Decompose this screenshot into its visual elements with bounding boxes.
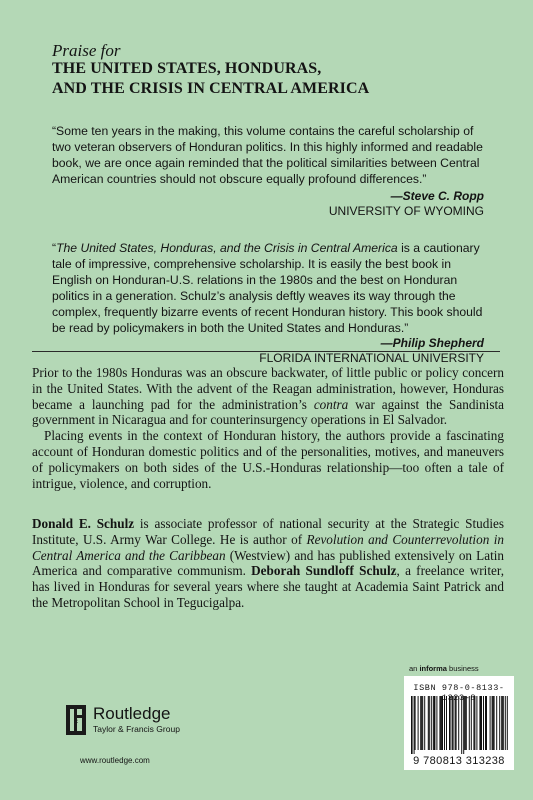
routledge-tower-logo-icon — [64, 703, 88, 737]
barcode-bar — [463, 696, 464, 754]
informa-word: informa — [419, 664, 447, 673]
barcode-bar — [428, 696, 429, 750]
barcode-bar — [420, 696, 421, 750]
isbn-label: ISBN 978-0-8133- 3-8 — [413, 683, 505, 703]
barcode-bar — [411, 696, 413, 754]
quote-author: —Steve C. Ropp — [390, 189, 484, 203]
barcode-bar — [452, 696, 453, 750]
quote-affiliation: FLORIDA INTERNATIONAL UNIVERSITY — [259, 351, 484, 365]
description-paragraph-2: Placing events in the context of Honduran history, the authors provide a fascinating account of Honduran domestic politics and of the personalities, motives, and maneuvers of policymakers on both sides of the U.S.-Honduras relationship—too often a tale of intrigue, violence, and corruption. — [32, 428, 504, 491]
quote-attribution — [52, 189, 484, 219]
barcode-bar — [476, 696, 477, 750]
barcode-bar — [461, 696, 462, 754]
barcode-bar — [494, 696, 495, 750]
barcode-bar — [453, 696, 454, 750]
publisher-name: Routledge — [93, 704, 171, 723]
barcode-bar — [434, 696, 436, 750]
barcode-bar — [481, 696, 482, 750]
author-bio — [32, 516, 504, 611]
praise-label: Praise for — [52, 41, 121, 60]
barcode-bar — [499, 696, 500, 750]
barcode-bar — [483, 696, 484, 750]
barcode-bar — [502, 696, 504, 750]
barcode-bar — [422, 696, 423, 750]
publisher-group: Taylor & Francis Group — [93, 724, 180, 734]
informa-suffix: business — [446, 664, 479, 673]
barcode-bar — [414, 696, 415, 754]
bio-book-title: Revolution and Counterrevolution in Central America and the Caribbean — [32, 531, 504, 563]
book-title — [52, 59, 369, 99]
book-title-line-1: THE UNITED STATES, HONDURAS, — [52, 60, 322, 77]
barcode-bar — [455, 696, 456, 750]
barcode-bar — [439, 696, 440, 750]
barcode-bar — [492, 696, 493, 750]
barcode-bar — [479, 696, 481, 750]
praise-quote-ropp — [52, 123, 484, 219]
author-name-1: Donald E. Schulz — [32, 516, 135, 531]
barcode-bar — [429, 696, 430, 750]
barcode-bar — [433, 696, 434, 750]
barcode-bar — [466, 696, 467, 750]
barcode-bar — [501, 696, 502, 750]
barcode-bar — [441, 696, 443, 750]
barcode-bar — [431, 696, 432, 750]
barcode-bar — [449, 696, 451, 750]
barcode-bar — [458, 696, 459, 750]
barcode-icon — [409, 696, 509, 754]
informa-prefix: an — [409, 664, 420, 673]
book-description — [32, 365, 504, 491]
barcode-digits: 9 780813 313238 — [413, 755, 505, 767]
publisher-url: www.routledge.com — [80, 756, 150, 765]
description-italic: contra — [313, 396, 349, 412]
barcode-bar — [464, 696, 466, 750]
barcode-bar — [440, 696, 441, 750]
praise-quote-shepherd — [52, 240, 484, 366]
barcode-bar — [421, 696, 422, 750]
book-title-line-2: AND THE CRISIS IN CENTRAL AMERICA — [52, 80, 370, 97]
section-divider — [32, 351, 500, 352]
quote-text — [52, 240, 484, 336]
bio-text: is associate professor of national security at the Strategic Studies Institute, U.S. Army War College. He is author of — [32, 516, 504, 547]
barcode-bar — [490, 696, 491, 750]
barcode-bar — [471, 696, 472, 750]
barcode-bar — [496, 696, 497, 750]
barcode-bar — [418, 696, 419, 750]
svg-text:R: R — [74, 719, 80, 723]
isbn-barcode — [404, 676, 514, 770]
barcode-bar — [436, 696, 437, 750]
bio-text: , a freelance writer, has lived in Honduras for several years where she taught at Academia Saint Patrick and the Metropolitan School in Tegucigalpa. — [32, 563, 505, 610]
barcode-bar — [486, 696, 487, 750]
barcode-bar — [493, 696, 494, 750]
quote-author: —Philip Shepherd — [380, 336, 484, 350]
quote-open-mark: “ — [52, 241, 57, 255]
bio-paragraph — [32, 516, 504, 611]
barcode-bar — [446, 696, 447, 750]
description-paragraph-1 — [32, 365, 504, 428]
author-name-2: Deborah Sundloff Schulz — [251, 563, 397, 579]
quote-title-italic: The United States, Honduras, and the Crisis in Central America — [56, 241, 398, 255]
quote-text: “Some ten years in the making, this volume contains the careful scholarship of two veteran observers of Honduran politics. In this highly informed and readable book, we are once again reminded that the political similarities between Central American countries should not obscure equally profound differences.” — [52, 124, 483, 186]
barcode-bar — [505, 696, 506, 750]
bio-text: (Westview) and has published extensively on Latin America and comparative communism. — [32, 547, 504, 579]
quote-affiliation: UNIVERSITY OF WYOMING — [328, 204, 484, 218]
barcode-bar — [415, 696, 416, 750]
barcode-bar — [444, 696, 445, 750]
barcode-bar — [507, 696, 508, 750]
quote-body: is a cautionary tale of impressive, comprehensive scholarship. It is easily the best book in English on Honduran-U.S. relations in the 1980s and the best on Honduran politics in a generation. Schulz’s analysis deftly weaves its way through the complex, frequently bizarre events of recent Honduran history. This book should be read by policymakers in both the United States and Honduras.” — [52, 241, 483, 335]
informa-business-tag — [409, 664, 479, 673]
barcode-bar — [473, 696, 474, 750]
barcode-bar — [474, 696, 475, 750]
description-text: war against the Sandinista government in Nicaragua and for counterinsurgency operations in El Salvador. — [32, 396, 504, 428]
barcode-bar — [456, 696, 457, 750]
barcode-bar — [469, 696, 470, 750]
description-text: Prior to the 1980s Honduras was an obscure backwater, of little public or policy concern in the United States. With the advent of the Reagan administration, however, Honduras became a launching pad for the administration’s — [32, 365, 504, 412]
barcode-bar — [424, 696, 425, 750]
barcode-bar — [485, 696, 486, 750]
